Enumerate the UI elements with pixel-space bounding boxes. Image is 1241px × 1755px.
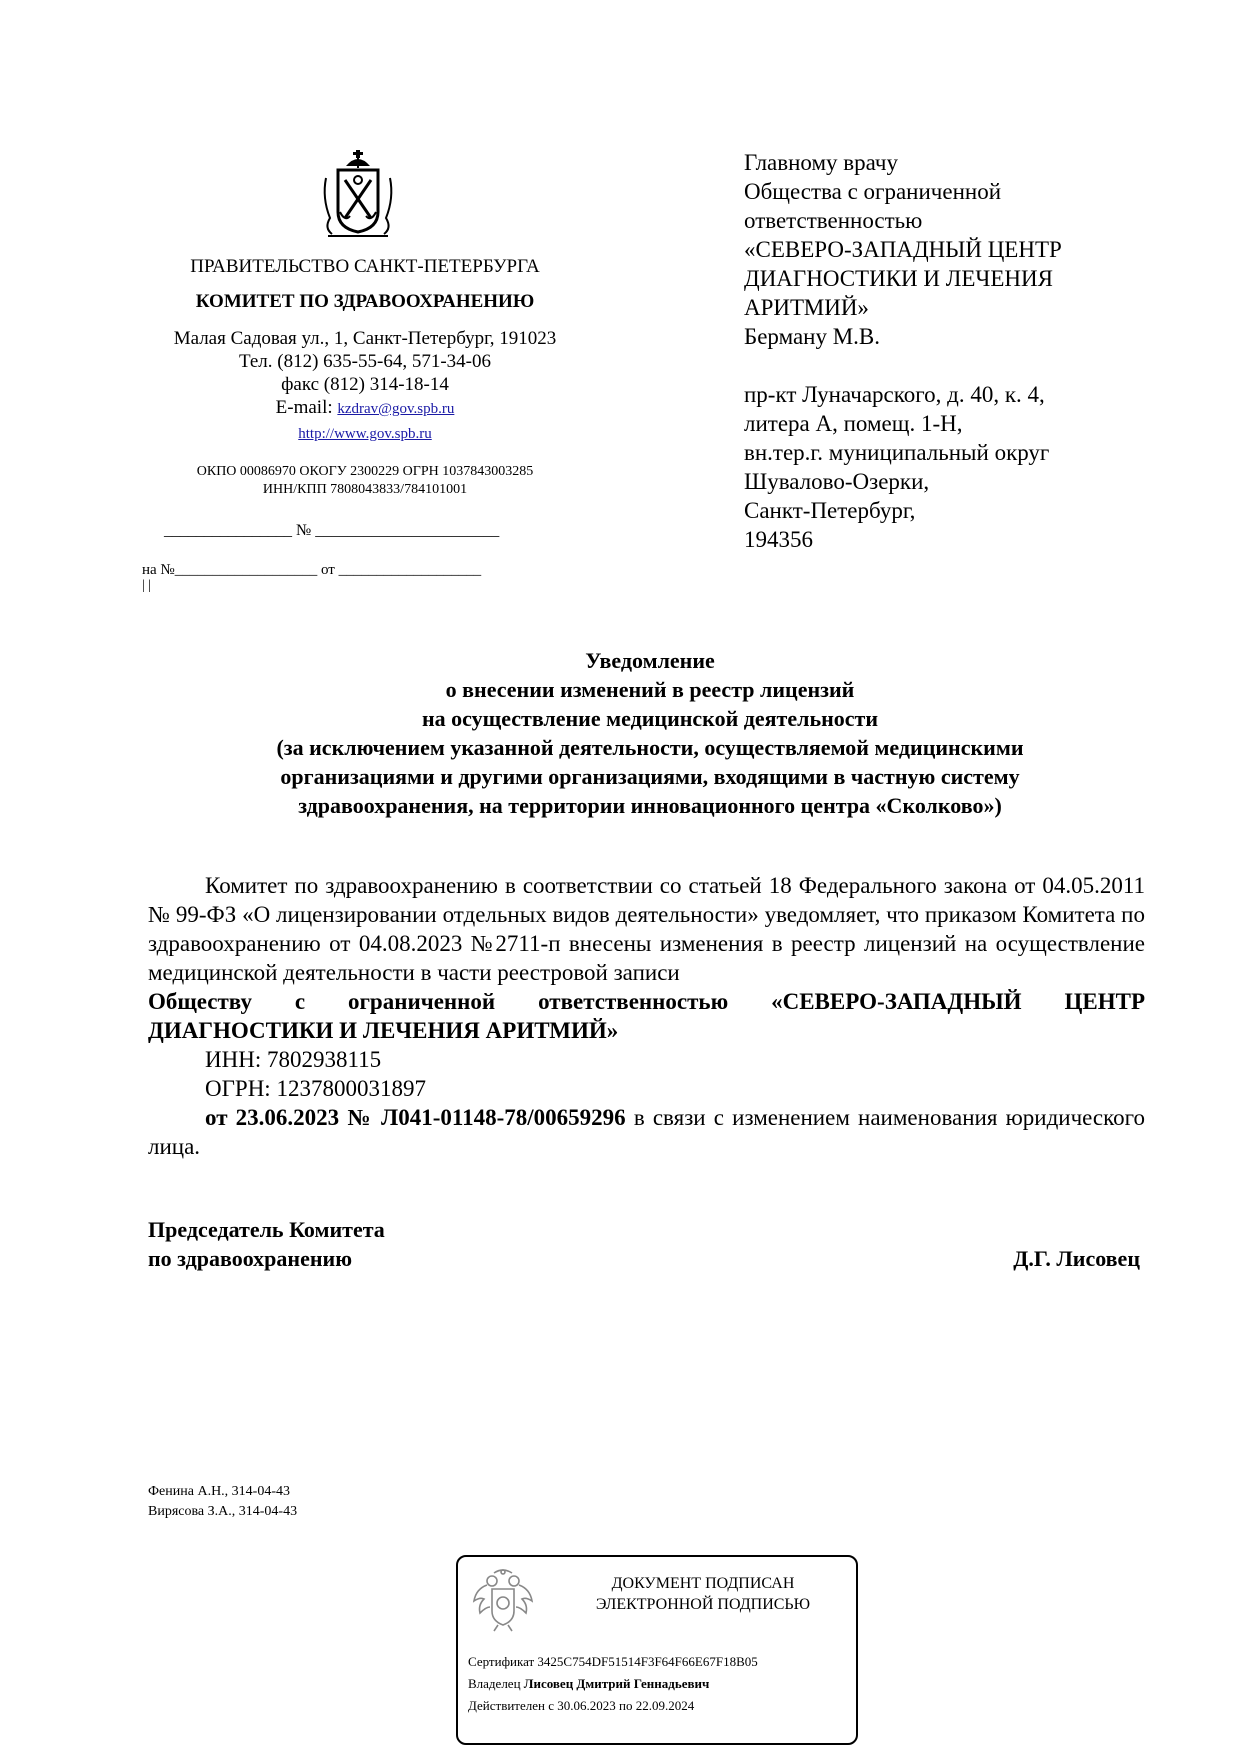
certificate-number: Сертификат 3425C754DF51514F3F64F66E67F18B05 — [468, 1654, 758, 1669]
sender-website-row — [140, 421, 590, 446]
stamp-title — [558, 1573, 848, 1615]
addressee-line: АРИТМИЙ» — [744, 295, 869, 320]
addressee-line: Берману М.В. — [744, 324, 881, 349]
addressee-line: Общества с ограниченной — [744, 179, 1001, 204]
title-line: Уведомление — [585, 648, 715, 673]
electronic-signature-stamp — [456, 1555, 858, 1745]
signatory-position-2: по здравоохранению — [148, 1246, 353, 1271]
outgoing-number-line: ________________ № _______________________ — [164, 522, 500, 539]
stamp-title-line-1: ДОКУМЕНТ ПОДПИСАН — [611, 1575, 795, 1592]
double-eagle-emblem-icon — [472, 1567, 534, 1633]
executors — [148, 1482, 297, 1522]
title-line: здравоохранения, на территории инновационного центра «Сколково») — [298, 793, 1002, 818]
executor-line: Фенина А.Н., 314-04-43 — [148, 1484, 291, 1499]
record-number: от 23.06.2023 № Л041-01148-78/00659296 — [205, 1105, 626, 1130]
signatory-name: Д.Г. Лисовец — [1013, 1246, 1140, 1271]
reply-to-line: на №___________________ от ___________________ — [142, 562, 482, 578]
sender-contacts — [140, 327, 590, 446]
organization-name-line-1: Обществу с ограниченной ответственностью «СЕВЕРО-ЗАПАДНЫЙ ЦЕНТР — [148, 989, 1145, 1014]
addressee-address-line: вн.тер.г. муниципальный округ — [744, 440, 1050, 465]
addressee-address-line: литера А, помещ. 1-Н, — [744, 411, 963, 436]
government-name: ПРАВИТЕЛЬСТВО САНКТ-ПЕТЕРБУРГА — [190, 256, 540, 277]
addressee-block — [744, 148, 1144, 554]
record-paragraph — [148, 1103, 1145, 1161]
document-title — [130, 646, 1170, 820]
certificate-validity: Действителен с 30.06.2023 по 22.09.2024 — [468, 1698, 695, 1713]
addressee-address-line: 194356 — [744, 527, 813, 552]
addressee-line: ответственностью — [744, 208, 923, 233]
committee-name: КОМИТЕТ ПО ЗДРАВООХРАНЕНИЮ — [195, 291, 535, 312]
signatory-position-1: Председатель Комитета — [148, 1217, 385, 1242]
owner-label: Владелец — [468, 1676, 524, 1691]
sender-address: Малая Садовая ул., 1, Санкт-Петербург, 191023 — [173, 328, 557, 349]
certificate-owner-row — [468, 1673, 758, 1695]
body-paragraph: Комитет по здравоохранению в соответствии со статьей 18 Федерального закона от 04.05.2011 № 99-ФЗ «О лицензировании отдельных видов деятельности» уведомляет, что приказом Комитета по здравоохранению от 04.08.2023 №2711-п внесены изменения в реестр лицензий на осуществление медицинской деятельности в части реестровой записи — [148, 873, 1145, 985]
sender-phone: Тел. (812) 635-55-64, 571-34-06 — [238, 351, 491, 372]
record-reason: в связи с изменением наименования юридического лица. — [148, 1105, 1146, 1159]
coat-of-arms-icon — [318, 148, 398, 240]
addressee-line: ДИАГНОСТИКИ И ЛЕЧЕНИЯ — [744, 266, 1053, 291]
executor-line: Вирясова З.А., 314-04-43 — [148, 1504, 298, 1519]
email-label: E-mail: — [275, 397, 338, 418]
reply-marks: | | — [142, 578, 152, 593]
title-line: на осуществление медицинской деятельности — [421, 706, 879, 731]
addressee-address-line: Шувалово-Озерки, — [744, 469, 930, 494]
owner-name: Лисовец Дмитрий Геннадьевич — [523, 1676, 710, 1691]
registration-codes — [140, 463, 590, 499]
addressee-address-line: Санкт-Петербург, — [744, 498, 916, 523]
signature-block — [148, 1215, 1140, 1273]
title-line: о внесении изменений в реестр лицензий — [445, 677, 855, 702]
ogrn-line: ОГРН: 1237800031897 — [205, 1076, 426, 1101]
addressee-address-line: пр-кт Луначарского, д. 40, к. 4, — [744, 382, 1045, 407]
sender-email-row — [140, 396, 590, 421]
website-link[interactable]: http://www.gov.spb.ru — [298, 426, 432, 442]
sender-fax: факс (812) 314-18-14 — [281, 374, 449, 395]
title-line: (за исключением указанной деятельности, осуществляемой медицинскими — [276, 735, 1024, 760]
inn-line: ИНН: 7802938115 — [205, 1047, 382, 1072]
organization-name-line-2: ДИАГНОСТИКИ И ЛЕЧЕНИЯ АРИТМИЙ» — [148, 1018, 619, 1043]
email-link[interactable]: kzdrav@gov.spb.ru — [337, 401, 455, 417]
notice-body — [148, 871, 1145, 1161]
codes-line-2: ИНН/КПП 7808043833/784101001 — [262, 482, 468, 497]
addressee-line: «СЕВЕРО-ЗАПАДНЫЙ ЦЕНТР — [744, 237, 1062, 262]
codes-line-1: ОКПО 00086970 ОКОГУ 2300229 ОГРН 1037843003285 — [196, 464, 534, 479]
stamp-details — [468, 1651, 758, 1717]
title-line: организациями и другими организациями, входящими в частную систему — [280, 764, 1020, 789]
addressee-line: Главному врачу — [744, 150, 899, 175]
stamp-title-line-2: ЭЛЕКТРОННОЙ ПОДПИСЬЮ — [595, 1596, 811, 1613]
